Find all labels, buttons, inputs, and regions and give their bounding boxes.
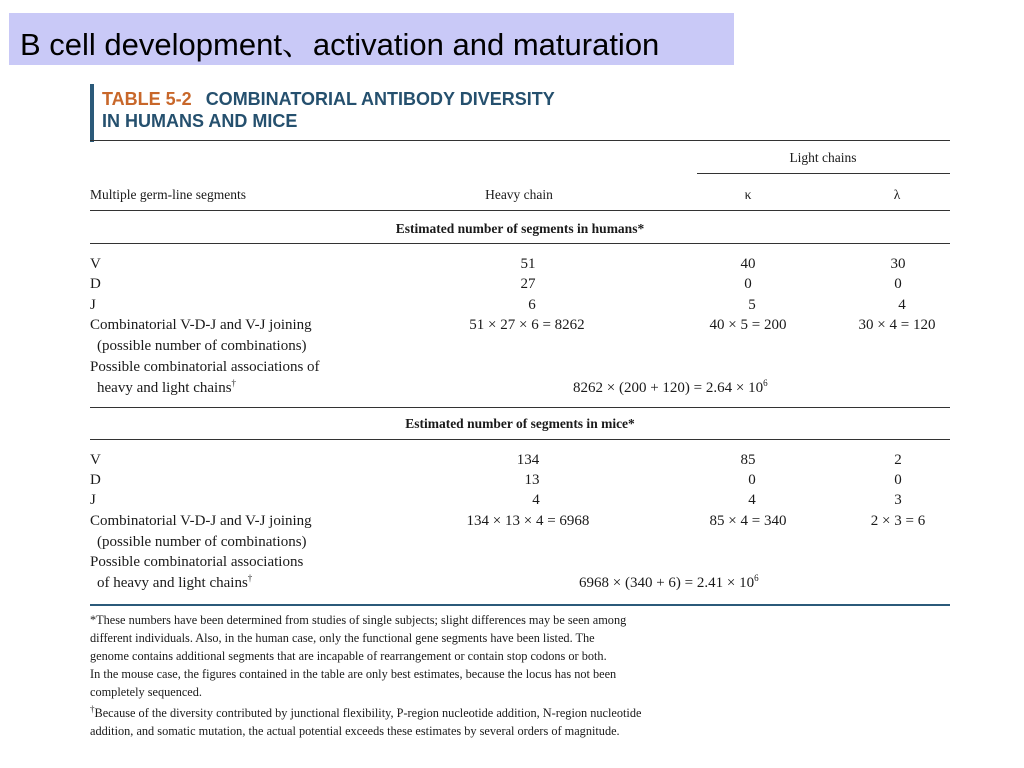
section-title-mice: Estimated number of segments in mice* <box>405 416 635 431</box>
assoc-value: $6968 \times (340 + 6) = 2.41 \times 10^6$ <box>579 573 759 591</box>
table-caption <box>90 84 555 142</box>
table-title-line2: IN HUMANS AND MICE <box>102 111 298 131</box>
combo-heavy: 51 × 27 × 6 = 8262 <box>469 317 585 333</box>
combo-lambda: 30 × 4 = 120 <box>858 317 936 333</box>
cell-lambda: 3 <box>894 492 902 508</box>
cell-heavy: 13 <box>524 472 540 488</box>
combo-label: Combinatorial V-D-J and V-J joining <box>90 317 312 333</box>
row-label: V <box>90 452 101 468</box>
footnote-dagger-line: †Because of the diversity contributed by junctional flexibility, P-region nucleotide addition, N-region nucleotide <box>90 703 642 720</box>
top-rule <box>90 140 950 141</box>
dagger-marker: † <box>90 703 95 714</box>
combo-kappa: 85 × 4 = 340 <box>709 513 787 529</box>
dagger-marker: † <box>231 378 237 388</box>
cell-kappa: 5 <box>748 297 756 313</box>
footnote-star-line: completely sequenced. <box>90 685 202 699</box>
footnote-star-line: In the mouse case, the figures contained in the table are only best estimates, because the locus has not been <box>90 667 617 681</box>
light-chains-rule <box>697 173 950 174</box>
header-kappa: κ <box>744 187 752 202</box>
header-lambda: λ <box>893 187 901 202</box>
cell-heavy: 6 <box>528 297 536 313</box>
combo-heavy: 134 × 13 × 4 = 6968 <box>466 513 590 529</box>
combo-label-sub: (possible number of combinations) <box>97 338 307 354</box>
assoc-label-sub: heavy and light chains† <box>97 378 237 396</box>
assoc-label: Possible combinatorial associations <box>90 554 304 570</box>
cell-kappa: 40 <box>740 256 756 272</box>
combo-lambda: 2 × 3 = 6 <box>870 513 926 529</box>
row-label: D <box>90 472 101 488</box>
cell-lambda: 0 <box>894 472 902 488</box>
humans-end-rule <box>90 407 950 408</box>
cell-lambda: 4 <box>898 297 906 313</box>
dagger-marker: † <box>247 573 253 583</box>
row-label: J <box>90 297 96 313</box>
cell-heavy: 4 <box>532 492 540 508</box>
combo-kappa: 40 × 5 = 200 <box>709 317 787 333</box>
cell-lambda: 30 <box>890 256 906 272</box>
assoc-label: Possible combinatorial associations of <box>90 359 320 375</box>
table-label: TABLE 5-2 <box>102 89 192 109</box>
table-title-line1: COMBINATORIAL ANTIBODY DIVERSITY <box>205 89 555 109</box>
section-title-humans: Estimated number of segments in humans* <box>395 221 645 236</box>
footnote-star-line: different individuals. Also, in the human case, only the functional gene segments have been listed. The <box>90 631 595 645</box>
cell-kappa: 85 <box>740 452 756 468</box>
mice-section-rule <box>90 439 950 440</box>
cell-heavy: 27 <box>520 276 536 292</box>
header-heavy-chain: Heavy chain <box>485 187 553 202</box>
assoc-label-sub: of heavy and light chains† <box>97 573 253 591</box>
cell-lambda: 0 <box>894 276 902 292</box>
combo-label: Combinatorial V-D-J and V-J joining <box>90 513 312 529</box>
cell-heavy: 51 <box>520 256 536 272</box>
footnote-star-line: *These numbers have been determined from studies of single subjects; slight differences may be seen among <box>90 613 627 627</box>
assoc-value: $8262 \times (200 + 120) = 2.64 \times 10^6$ <box>573 378 768 396</box>
table-bottom-rule <box>90 604 950 606</box>
row-label: J <box>90 492 96 508</box>
combo-label-sub: (possible number of combinations) <box>97 534 307 550</box>
slide-title: B cell development、activation and maturation <box>9 13 734 65</box>
footnote-star-line: genome contains additional segments that are incapable of rearrangement or contain stop codons or both. <box>90 649 607 663</box>
row-label: D <box>90 276 101 292</box>
cell-kappa: 0 <box>744 276 752 292</box>
cell-kappa: 4 <box>748 492 756 508</box>
header-light-chains: Light chains <box>789 150 857 165</box>
row-label: V <box>90 256 101 272</box>
exponent: 6 <box>763 378 768 388</box>
header-row-label: Multiple germ-line segments <box>90 187 246 202</box>
exponent: 6 <box>754 573 759 583</box>
header-rule <box>90 210 950 211</box>
footnote-dagger-line: addition, and somatic mutation, the actual potential exceeds these estimates by several orders of magnitude. <box>90 724 620 738</box>
cell-lambda: 2 <box>894 452 902 468</box>
cell-kappa: 0 <box>748 472 756 488</box>
humans-section-rule <box>90 243 950 244</box>
cell-heavy: 134 <box>516 452 540 468</box>
